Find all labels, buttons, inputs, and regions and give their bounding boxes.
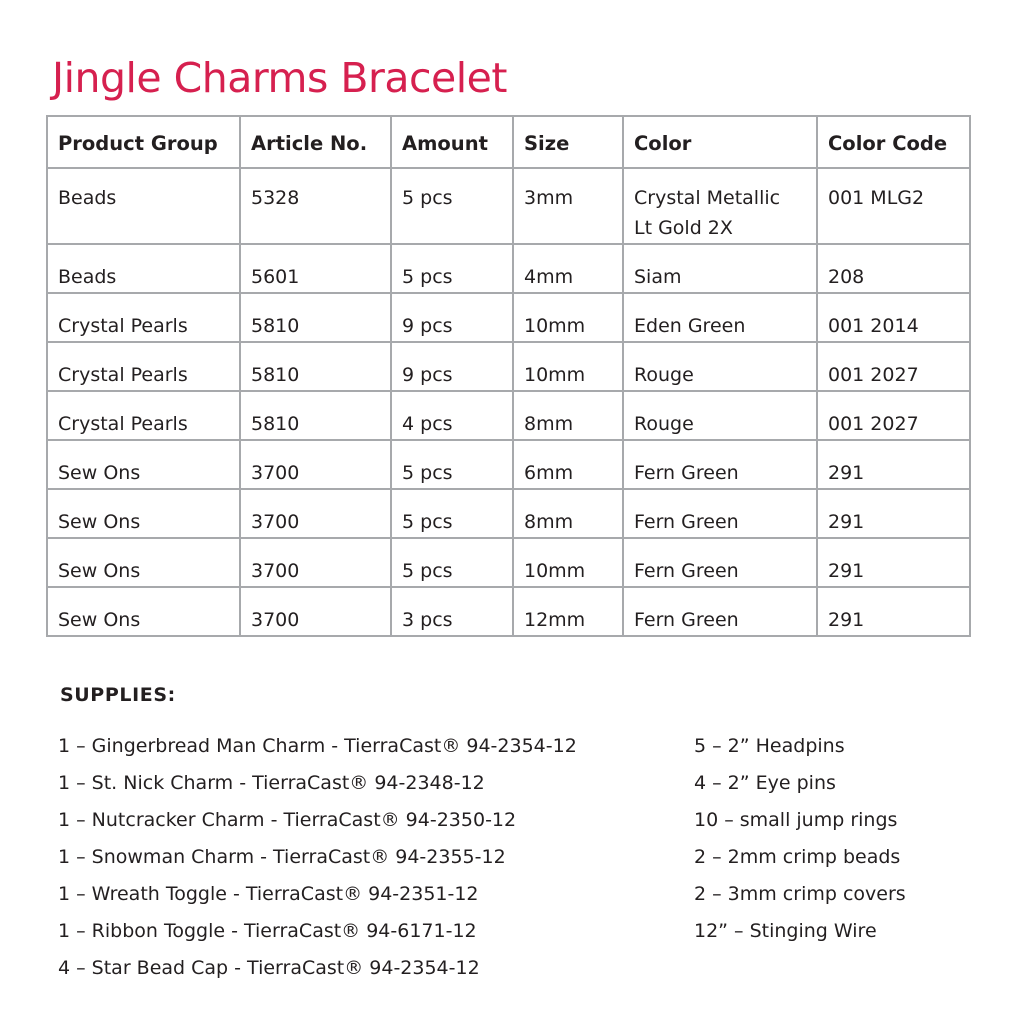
supply-item: 10 – small jump rings bbox=[694, 809, 898, 831]
supply-item: 12” – Stinging Wire bbox=[694, 920, 877, 942]
cell-size: 3mm bbox=[513, 168, 623, 244]
cell-amount: 5 pcs bbox=[391, 168, 513, 244]
supplies-list-right bbox=[694, 728, 906, 950]
supply-item: 1 – Snowman Charm - TierraCast® 94-2355-12 bbox=[58, 846, 506, 868]
cell-amount: 5 pcs bbox=[391, 538, 513, 587]
table-row bbox=[47, 391, 970, 440]
cell-color: Fern Green bbox=[623, 587, 817, 636]
cell-size: 12mm bbox=[513, 587, 623, 636]
cell-product-group: Sew Ons bbox=[47, 489, 240, 538]
cell-size: 6mm bbox=[513, 440, 623, 489]
supply-item: 1 – Ribbon Toggle - TierraCast® 94-6171-12 bbox=[58, 920, 477, 942]
cell-color-code: 291 bbox=[817, 489, 970, 538]
cell-product-group: Beads bbox=[47, 168, 240, 244]
supply-item: 1 – Wreath Toggle - TierraCast® 94-2351-12 bbox=[58, 883, 479, 905]
table-row bbox=[47, 342, 970, 391]
cell-size: 10mm bbox=[513, 342, 623, 391]
supply-item: 2 – 3mm crimp covers bbox=[694, 883, 906, 905]
cell-color: Siam bbox=[623, 244, 817, 293]
supplies-list-left bbox=[58, 728, 577, 987]
table-header-row bbox=[47, 116, 970, 168]
cell-color: Rouge bbox=[623, 342, 817, 391]
supply-item: 4 – 2” Eye pins bbox=[694, 772, 836, 794]
cell-color: Eden Green bbox=[623, 293, 817, 342]
cell-article-no: 3700 bbox=[240, 440, 391, 489]
cell-color: Fern Green bbox=[623, 440, 817, 489]
cell-line: Lt Gold 2X bbox=[634, 217, 733, 239]
table-row bbox=[47, 440, 970, 489]
cell-amount: 3 pcs bbox=[391, 587, 513, 636]
cell-product-group: Crystal Pearls bbox=[47, 342, 240, 391]
table-row bbox=[47, 168, 970, 244]
cell-article-no: 5328 bbox=[240, 168, 391, 244]
cell-product-group: Crystal Pearls bbox=[47, 293, 240, 342]
cell-size: 8mm bbox=[513, 489, 623, 538]
header-product-group: Product Group bbox=[47, 116, 240, 168]
cell-product-group: Sew Ons bbox=[47, 587, 240, 636]
cell-amount: 9 pcs bbox=[391, 342, 513, 391]
cell-product-group: Crystal Pearls bbox=[47, 391, 240, 440]
cell-size: 10mm bbox=[513, 538, 623, 587]
cell-amount: 9 pcs bbox=[391, 293, 513, 342]
supply-item: 1 – Nutcracker Charm - TierraCast® 94-2350-12 bbox=[58, 809, 517, 831]
cell-color-code: 001 2014 bbox=[817, 293, 970, 342]
cell-color: Rouge bbox=[623, 391, 817, 440]
cell-amount: 5 pcs bbox=[391, 244, 513, 293]
header-article-no: Article No. bbox=[240, 116, 391, 168]
cell-color bbox=[623, 168, 817, 244]
cell-color-code: 291 bbox=[817, 587, 970, 636]
cell-article-no: 5810 bbox=[240, 391, 391, 440]
cell-color-code: 291 bbox=[817, 440, 970, 489]
table-row bbox=[47, 244, 970, 293]
table-body bbox=[47, 168, 970, 636]
cell-product-group: Sew Ons bbox=[47, 440, 240, 489]
cell-color: Fern Green bbox=[623, 489, 817, 538]
table-row bbox=[47, 538, 970, 587]
cell-size: 8mm bbox=[513, 391, 623, 440]
table-row bbox=[47, 293, 970, 342]
cell-article-no: 5601 bbox=[240, 244, 391, 293]
cell-article-no: 3700 bbox=[240, 538, 391, 587]
cell-article-no: 5810 bbox=[240, 342, 391, 391]
header-amount: Amount bbox=[391, 116, 513, 168]
cell-amount: 5 pcs bbox=[391, 440, 513, 489]
page-title: Jingle Charms Bracelet bbox=[52, 54, 507, 102]
cell-amount: 4 pcs bbox=[391, 391, 513, 440]
header-color-code: Color Code bbox=[817, 116, 970, 168]
supply-item: 5 – 2” Headpins bbox=[694, 735, 845, 757]
cell-product-group: Sew Ons bbox=[47, 538, 240, 587]
products-table bbox=[46, 115, 971, 637]
supply-item: 4 – Star Bead Cap - TierraCast® 94-2354-12 bbox=[58, 957, 480, 979]
cell-article-no: 5810 bbox=[240, 293, 391, 342]
cell-article-no: 3700 bbox=[240, 587, 391, 636]
cell-size: 10mm bbox=[513, 293, 623, 342]
cell-color-code: 291 bbox=[817, 538, 970, 587]
cell-color-code: 001 2027 bbox=[817, 391, 970, 440]
cell-product-group: Beads bbox=[47, 244, 240, 293]
supplies-heading: SUPPLIES: bbox=[60, 684, 176, 706]
table-row bbox=[47, 489, 970, 538]
cell-color: Fern Green bbox=[623, 538, 817, 587]
table-row bbox=[47, 587, 970, 636]
cell-article-no: 3700 bbox=[240, 489, 391, 538]
cell-amount: 5 pcs bbox=[391, 489, 513, 538]
cell-color-code: 001 2027 bbox=[817, 342, 970, 391]
supply-item: 1 – St. Nick Charm - TierraCast® 94-2348-12 bbox=[58, 772, 485, 794]
supply-item: 1 – Gingerbread Man Charm - TierraCast® 94-2354-12 bbox=[58, 735, 577, 757]
cell-color-code: 208 bbox=[817, 244, 970, 293]
supply-item: 2 – 2mm crimp beads bbox=[694, 846, 901, 868]
cell-size: 4mm bbox=[513, 244, 623, 293]
cell-line: Crystal Metallic bbox=[634, 187, 781, 209]
header-size: Size bbox=[513, 116, 623, 168]
cell-color-code: 001 MLG2 bbox=[817, 168, 970, 244]
header-color: Color bbox=[623, 116, 817, 168]
